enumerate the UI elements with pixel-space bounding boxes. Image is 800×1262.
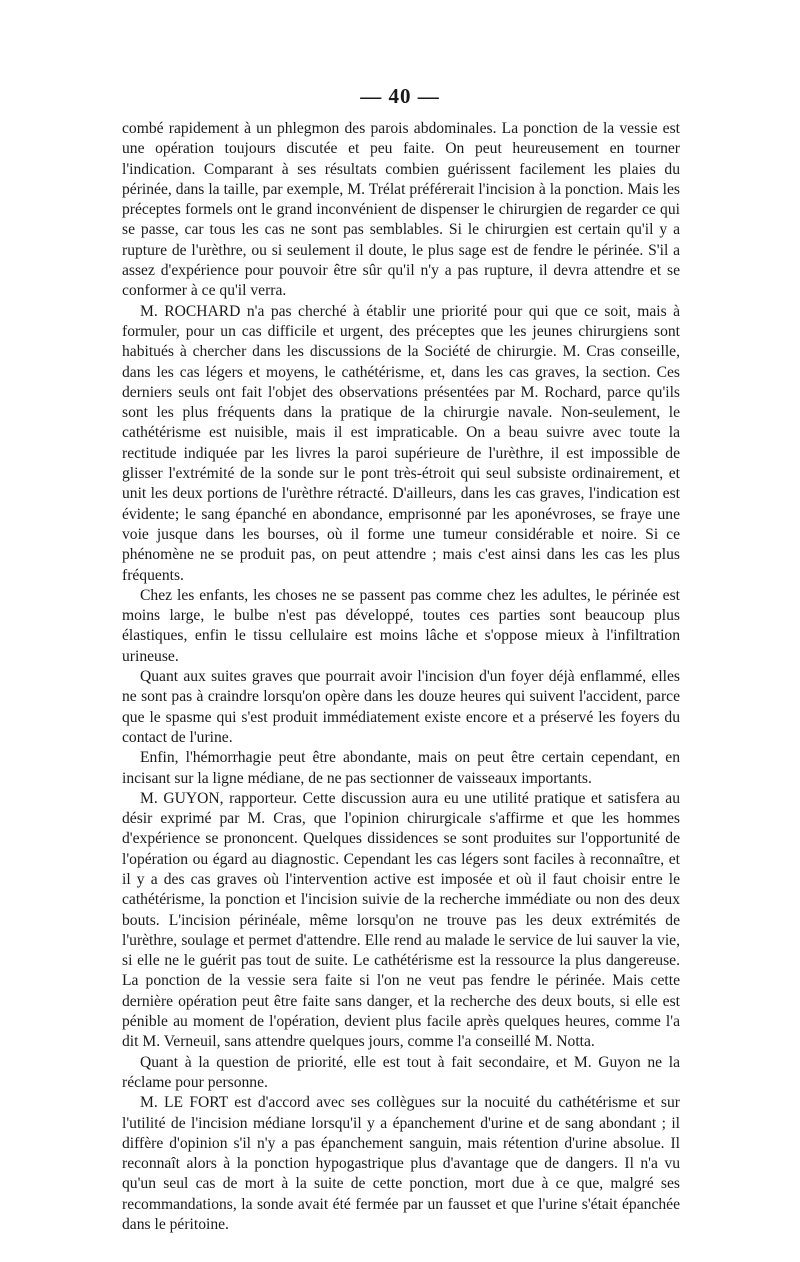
paragraph-2: M. ROCHARD n'a pas cherché à établir une priorité pour qui que ce soit, mais à formuler, pour un cas difficile et urgent, des préceptes que les jeunes chirurgiens sont habitués à chercher dans les discussions de la Société de chirurgie. M. Cras conseille, dans les cas légers et moyens, le cathétérisme, et, dans les cas graves, la section. Ces derniers seuls ont fait l'objet des observations présentées par M. Rochard, parce qu'ils sont les plus fréquents dans la pratique de la chirurgie navale. Non-seulement, le cathétérisme est nuisible, mais il est impraticable. On a beau suivre avec toute la rectitude indiquée par les livres la paroi supérieure de l'urèthre, il est impossible de glisser l'extrémité de la sonde sur le pont très-étroit qui seul subsiste ordinairement, et unit les deux portions de l'urèthre rétracté. D'ailleurs, dans les cas graves, l'indication est évidente; le sang épanché en abondance, emprisonné par les aponévroses, se fraye une voie jusque dans les bourses, où il forme une tumeur considérable et noire. Si ce phénomène ne se produit pas, on peut attendre ; mais c'est ainsi dans les cas les plus fréquents. xyxy=(122,302,680,584)
paragraph-1: combé rapidement à un phlegmon des parois abdominales. La ponction de la vessie est une opération toujours discutée et peu faite. On peut heureusement en tourner l'indication. Comparant à ses résultats combien guérissent facilement les plaies du périnée, dans la taille, par exemple, M. Trélat préférerait l'incision à la ponction. Mais les préceptes formels ont le grand inconvénient de dispenser le chirurgien de regarder ce qui se passe, car tous les cas ne sont pas semblables. Si le chirurgien est certain qu'il y a rupture de l'urèthre, ou si seulement il doute, le plus sage est de fendre le périnée. S'il a assez d'expérience pour pouvoir être sûr qu'il n'y a pas rupture, il devra attendre et se conformer à ce qu'il verra. xyxy=(122,120,680,300)
paragraph-4: Quant aux suites graves que pourrait avoir l'incision d'un foyer déjà enflammé, elles ne sont pas à craindre lorsqu'on opère dans les douze heures qui suivent l'accident, parce que le spasme qui s'est produit immédiatement existe encore et a préservé les foyers du contact de l'urine. xyxy=(122,668,680,746)
paragraph-3: Chez les enfants, les choses ne se passent pas comme chez les adultes, le périnée est moins large, le bulbe n'est pas développé, toutes ces parties sont beaucoup plus élastiques, enfin le tissu cellulaire est moins lâche et s'oppose mieux à l'infiltration urineuse. xyxy=(122,586,680,665)
paragraph-5: Enfin, l'hémorrhagie peut être abondante, mais on peut être certain cependant, en incisant sur la ligne médiane, de ne pas sectionner de vaisseaux importants. xyxy=(122,749,680,787)
paragraph-7: Quant à la question de priorité, elle est tout à fait secondaire, et M. Guyon ne la réclame pour personne. xyxy=(122,1053,680,1091)
paragraph-6: M. GUYON, rapporteur. Cette discussion aura eu une utilité pratique et satisfera au désir exprimé par M. Cras, que l'opinion chirurgicale s'affirme et que les hommes d'expérience se prononcent. Quelques dissidences se sont produites sur l'opportunité de l'opération ou égard au diagnostic. Cependant les cas légers sont faciles à reconnaître, et il y a des cas graves où l'intervention active est imposée et où il faut choisir entre le cathétérisme, la ponction et l'incision suivie de la recherche immédiate ou non des deux bouts. L'incision périnéale, même lorsqu'on ne trouve pas les deux extrémités de l'urèthre, soulage et permet d'attendre. Elle rend au malade le service de lui sauver la vie, si elle ne le guérit pas tout de suite. Le cathétérisme est la ressource la plus dangereuse. La ponction de la vessie sera faite si l'on ne veut pas fendre le périnée. Mais cette dernière opération peut être faite sans danger, et la recherche des deux bouts, si elle est pénible au moment de l'opération, devient plus facile après quelques heures, comme l'a dit M. Verneuil, sans attendre quelques jours, comme l'a conseillé M. Notta. xyxy=(122,789,680,1051)
page-number: — 40 — xyxy=(360,84,440,108)
paragraph-8: M. LE FORT est d'accord avec ses collègues sur la nocuité du cathétérisme et sur l'utilité de l'incision médiane lorsqu'il y a épanchement d'urine et de sang abondant ; il diffère d'opinion s'il n'y a pas épanchement sanguin, mais rétention d'urine absolue. Il reconnaît alors à la ponction hypogastrique plus d'avantage que de dangers. Il n'a vu qu'un seul cas de mort à la suite de cette ponction, mort due à ce que, malgré ses recommandations, la sonde avait été fermée par un fausset et que l'urine s'était épanchée dans le péritoine. xyxy=(122,1094,680,1234)
body-text xyxy=(122,119,680,1235)
